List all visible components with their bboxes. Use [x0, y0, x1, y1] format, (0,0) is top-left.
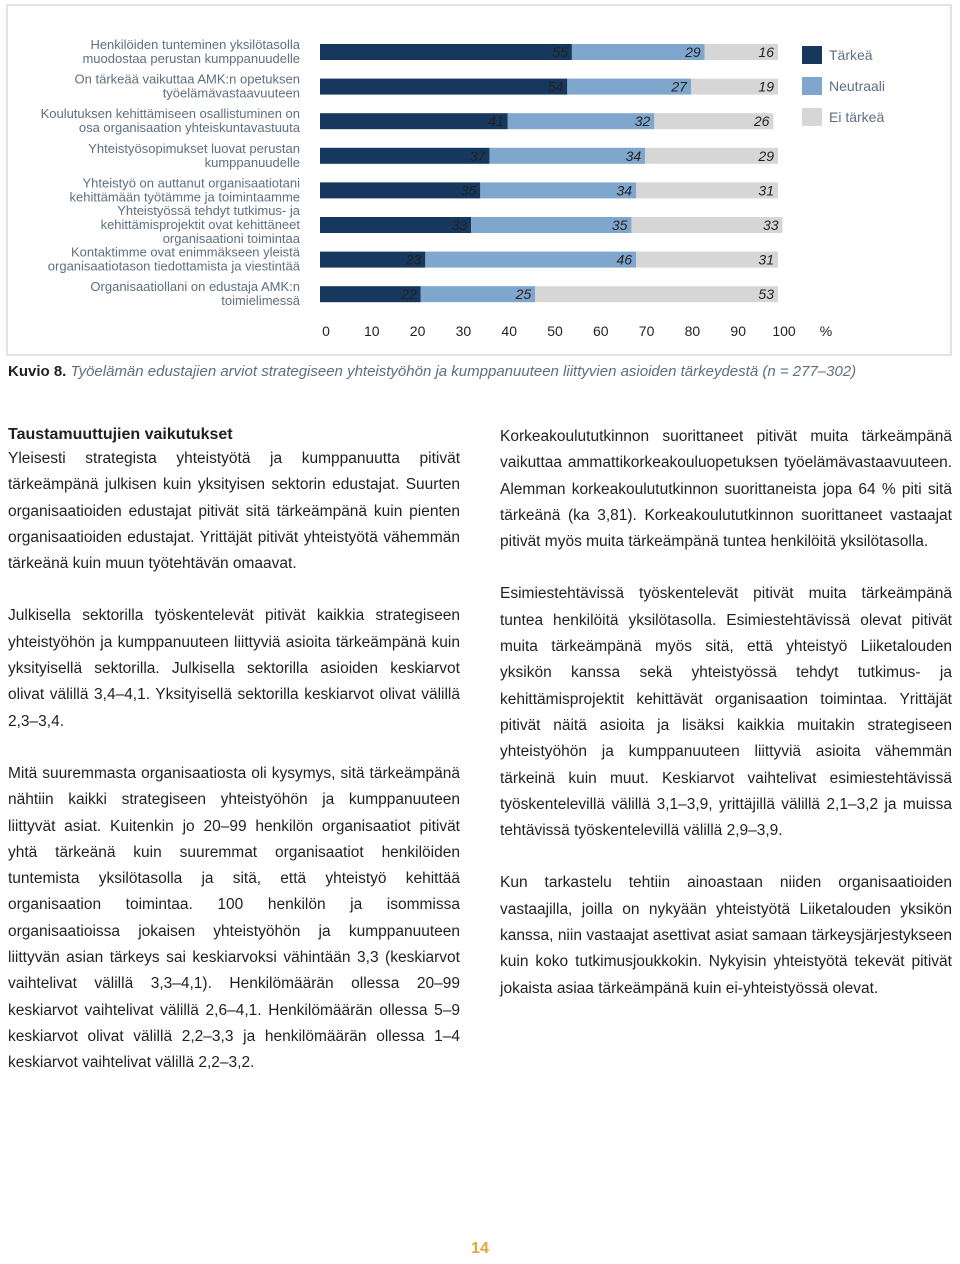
x-tick-label: 40: [501, 323, 517, 339]
bar-segment: [320, 44, 572, 60]
category-label: Henkilöiden tunteminen yksilötasolla muodostaa perustan kumppanuudelle: [82, 37, 300, 66]
bar-segment: [320, 148, 489, 164]
x-tick-label: 0: [322, 323, 330, 339]
bar-segment: [636, 182, 778, 198]
legend-swatch: [802, 108, 822, 126]
paragraph: Korkeakoulututkinnon suorittaneet pitivät muita tärkeämpänä vaikuttaa ammattikorkeakouluopetuksen työelämävastaavuuteen. Alemman korkeakoulututkinnon suorittaneista jopa 64 % piti sitä tärkeänä (ka 3,81). Korkeakoulututkinnon suorittaneet vastaajat pitivät myös muita tärkeämpänä tuntea henkilöitä yksilötasolla.: [500, 428, 952, 551]
bar-segment: [320, 182, 480, 198]
paragraph: Kun tarkastelu tehtiin ainoastaan niiden organisaatioiden vastaajilla, joilla on nykyään yhteistyötä Liiketalouden yksikön kanssa, niin vastaajat asettivat asiat samaan tärkeysjärjestykseen kuin koko tutkimusjoukkokin. Nykyisin yhteistyötä tekevät pitivät jokaista asiaa tärkeämpänä kuin ei-yhteistyössä olevat.: [500, 874, 952, 997]
x-tick-label: 60: [593, 323, 609, 339]
data-label: 35: [460, 182, 477, 199]
right-text-column: [500, 424, 952, 1028]
data-label: 34: [625, 147, 642, 164]
data-label: 22: [401, 286, 417, 303]
bar-segment: [320, 113, 508, 129]
legend-swatch: [802, 77, 822, 95]
x-tick-label: 10: [364, 323, 380, 339]
category-label: Yhteistyösopimukset luovat perustan kumppanuudelle: [88, 140, 300, 170]
category-label: Yhteistyössä tehdyt tutkimus- ja kehittämisprojektit ovat kehittäneet organisaationi toimintaa: [100, 203, 300, 246]
x-tick-label: 90: [730, 323, 746, 339]
x-tick-label: 20: [409, 323, 426, 339]
paragraph: Esimiestehtävissä työskentelevät pitivät muita tärkeämpänä tuntea henkilöitä yksilötasolla. Esimiestehtävissä olevat pitivät muita tärkeämpänä myös sitä, että yhteistyö Liiketalouden yksikön kanssa sekä yhteistyössä tehdyt tutkimus- ja kehittämisprojektit kehittävät organisaation toimintaa. Yrittäjät pitivät näitä asioita ja lisäksi kaikkia muitakin strategiseen yhteistyöhön ja kumppanuuteen liittyviä asioita vähemmän tärkeinä kuin muut. Keskiarvot vaihtelivat esimiestehtävissä työskentelevillä välillä 3,1–3,9, yrittäjillä välillä 2,1–3,2 ja muissa tehtävissä työskentelevillä välillä 2,9–3,9.: [500, 585, 952, 840]
paragraph: Yleisesti strategista yhteistyötä ja kumppanuutta pitivät tärkeämpänä julkisen kuin yksityisen sektorin edustajat. Suurten organisaatioiden edustajat pitivät sitä tärkeämpänä kuin pienten organisaatioiden edustajat. Yrittäjät pitivät yhteistyötä vähemmän tärkeänä kuin muun työtehtävän omaavat.: [8, 450, 460, 573]
bar-segment: [480, 182, 636, 198]
paragraph: Mitä suuremmasta organisaatiosta oli kysymys, sitä tärkeämpänä nähtiin kaikki strategiseen yhteistyöhön ja kumppanuuteen liittyvät asiat. Kuitenkin jo 20–99 henkilön organisaatiot pitivät yhtä tärkeänä kuin suuremmat organisaatiot henkilöiden tuntemista yksilötasolla ja sitä, että yhteistyö kehittää organisaation toimintaa. 100 henkilön ja isommissa organisaatioissa jokaisen yhteistyöhön ja kumppanuuteen liittyvän asian tärkeys sai keskiarvoksi vähintään 3,3 (keskiarvot vaihtelivat välillä 3,3–4,1). Henkilömäärän ollessa 20–99 keskiarvot vaihtelivat välillä 2,6–4,1. Henkilömäärän ollessa 5–9 keskiarvot olivat välillä 2,2–3,3 ja henkilömäärän ollessa 1–4 keskiarvot vaihtelivat välillä 2,2–3,2.: [8, 764, 460, 1072]
page-number: 14: [471, 1240, 489, 1257]
category-label: Organisaatiollani on edustaja AMK:n toimielimessä: [90, 279, 300, 309]
data-label: 37: [469, 147, 486, 164]
data-label: 25: [515, 286, 532, 303]
bar-segment: [535, 286, 778, 302]
data-label: 46: [616, 251, 633, 268]
data-label: 16: [758, 44, 774, 60]
bar-segment: [320, 217, 471, 233]
bar-segment: [636, 252, 778, 268]
legend-label: Tärkeä: [829, 47, 873, 63]
data-label: 31: [758, 182, 774, 199]
data-label: 33: [763, 217, 779, 233]
category-label: Kontaktimme ovat enimmäkseen yleistä organisaatiotason tiedottamista ja viestintää: [47, 244, 300, 274]
x-tick-label: 100: [772, 323, 796, 339]
data-label: 32: [634, 113, 651, 130]
bar-segment: [471, 217, 631, 233]
data-label: 35: [611, 217, 628, 233]
data-label: 19: [758, 78, 774, 95]
chart-figure: [6, 4, 952, 356]
caption-label: Kuvio 8.: [8, 363, 67, 380]
caption-text: Työelämän edustajien arviot strategiseen yhteistyöhön ja kumppanuuteen liittyvien asioiden tärkeydestä (n = 277–302): [70, 363, 857, 380]
data-label: 54: [547, 78, 564, 95]
stacked-bar-chart: [8, 6, 954, 358]
data-label: 55: [552, 44, 568, 60]
x-tick-label: 50: [547, 323, 563, 339]
x-tick-label: 70: [638, 323, 655, 339]
figure-caption: [8, 362, 948, 382]
data-label: 33: [451, 217, 468, 233]
legend-label: Ei tärkeä: [829, 109, 885, 125]
category-label: Koulutuksen kehittämiseen osallistuminen on osa organisaation yhteiskuntavastuuta: [40, 106, 300, 136]
data-label: 29: [685, 44, 701, 60]
x-unit-label: %: [819, 323, 833, 339]
bar-segment: [489, 148, 645, 164]
category-label: Yhteistyö on auttanut organisaatiotani kehittämään työtämme ja toimintaamme: [69, 175, 300, 205]
data-label: 23: [405, 251, 422, 268]
data-label: 34: [616, 182, 633, 199]
section-heading: Taustamuuttujien vaikutukset: [8, 426, 233, 443]
data-label: 53: [758, 286, 774, 303]
data-label: 41: [488, 113, 504, 130]
data-label: 27: [671, 78, 687, 95]
x-tick-label: 30: [455, 323, 472, 339]
bar-segment: [425, 252, 636, 268]
bar-segment: [320, 79, 567, 95]
legend-label: Neutraali: [829, 78, 886, 94]
data-label: 26: [753, 113, 770, 130]
data-label: 29: [758, 147, 774, 164]
left-text-column: [8, 424, 460, 1103]
data-label: 31: [758, 251, 774, 268]
legend-swatch: [802, 46, 822, 64]
bar-segment: [631, 217, 782, 233]
paragraph: Julkisella sektorilla työskentelevät pitivät kaikkia strategiseen yhteistyöhön ja kumppanuuteen liittyviä asioita tärkeämpänä kuin yksityisellä sektorilla. Julkisella sektorilla asioiden keskiarvot olivat välillä 3,4–4,1. Yksityisellä sektorilla keskiarvot olivat välillä 2,3–3,4.: [8, 607, 460, 730]
category-label: On tärkeää vaikuttaa AMK:n opetuksen työelämävastaavuuteen: [74, 71, 300, 101]
bar-segment: [508, 113, 655, 129]
x-tick-label: 80: [684, 323, 701, 339]
